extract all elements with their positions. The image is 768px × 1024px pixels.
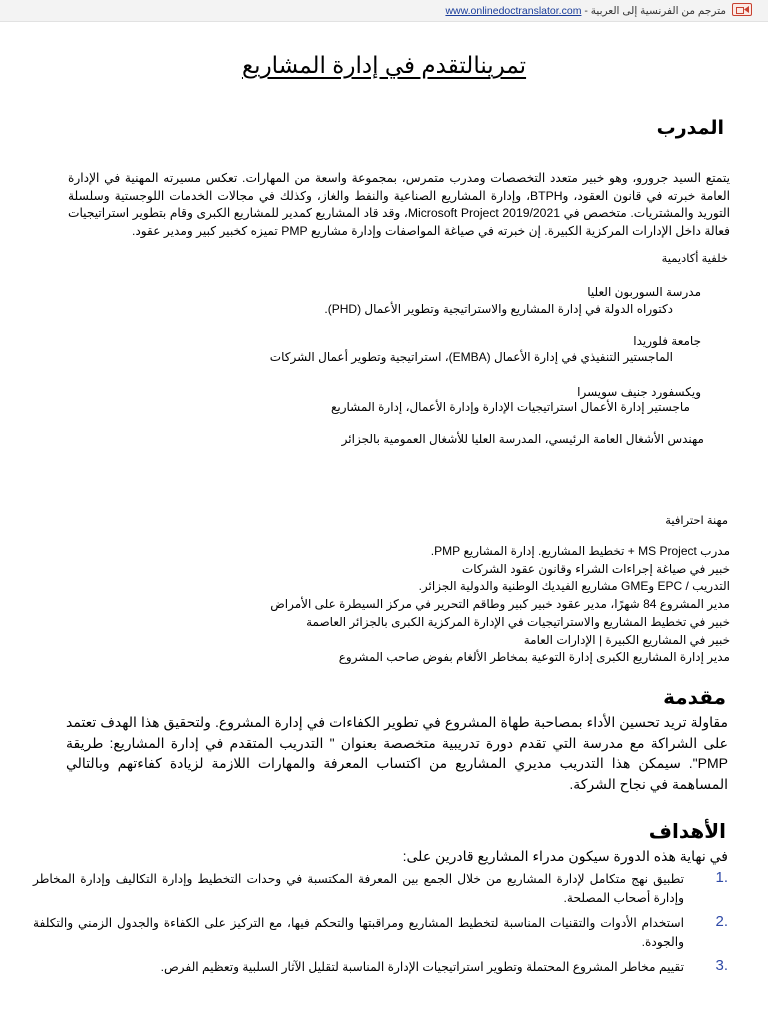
translator-bar [0, 0, 768, 22]
professional-heading: مهنة احترافية [665, 515, 728, 527]
edu-degree-4: مهندس الأشغال العامة الرئيسي، المدرسة العليا للأشغال العمومية بالجزائر [341, 432, 704, 446]
career-list [270, 543, 730, 667]
document-title: تمرينالتقدم في إدارة المشاريع [241, 52, 527, 78]
trainer-bio: يتمتع السيد جرورو، وهو خبير متعدد التخصصات ومدرب متمرس، بمجموعة واسعة من المهارات. تعكس مسيرته المهنية في الإدارة العامة خبرته في قانون العقود، وBTPH، وإدارة المشاريع الصناعية والنفط والغاز، وكذلك في مجالات الخدمات اللوجستية وسلسلة التوريد والمشتريات. متخصص في Microsoft Project 2019/2021، وقد قاد المشاريع كمدير للمشاريع الكبرى وقام بتطوير استراتيجيات فعالة داخل الإدارات المركزية الكبيرة. إن خبرته في صياغة المواصفات وإدارة مشاريع PMP تميزه كخبير كبير ومدير عقود. [68, 171, 730, 238]
edu-school-2: جامعة فلوريدا [633, 334, 701, 348]
career-item: مدرب MS Project + تخطيط المشاريع. إدارة المشاريع PMP. [430, 544, 730, 558]
objective-number: 2. [715, 913, 728, 930]
career-item: مدير المشروع 84 شهرًا، مدير عقود خبير كبير وطاقم التحرير في مركز السيطرة على الأمراض [270, 597, 730, 612]
objective-number: 1. [715, 869, 728, 886]
edu-degree-3: ماجستير إدارة الأعمال استراتيجيات الإدارة وإدارة الأعمال، إدارة المشاريع [331, 400, 690, 414]
edu-degree-2: الماجستير التنفيذي في إدارة الأعمال (EMBA)، استراتيجية وتطوير أعمال الشركات [269, 350, 673, 364]
edu-school-3: ويكسفورد جنيف سويسرا [577, 385, 701, 399]
objective-item [33, 958, 728, 977]
objective-text: تطبيق نهج متكامل لإدارة المشاريع من خلال الجمع بين المعرفة المكتسبة في وحدات التخطيط وإدارة التكاليف وإدارة المخاطر وإدارة أصحاب المصلحة. [33, 872, 684, 905]
objectives-heading: الأهداف [648, 821, 726, 843]
objective-text: استخدام الأدوات والتقنيات المناسبة لتخطيط المشاريع ومراقبتها والتحكم فيها، مع التركيز على الكفاءة والجدول الزمني والتكلفة والجودة. [33, 916, 684, 949]
edu-degree-1: دكتوراه الدولة في إدارة المشاريع والاستراتيجية وتطوير الأعمال (PHD). [324, 302, 673, 316]
academic-heading: خلفية أكاديمية [661, 253, 728, 265]
intro-heading: مقدمة [663, 687, 726, 709]
translator-credit [445, 5, 726, 17]
objectives-lead: في نهاية هذه الدورة سيكون مدراء المشاريع قادرين على: [402, 848, 728, 864]
objective-text: تقييم مخاطر المشروع المحتملة وتطوير استراتيجيات الإدارة المناسبة لتقليل الآثار السلبية وتعظيم الفرص. [160, 960, 684, 974]
objective-number: 3. [715, 957, 728, 974]
objective-item [33, 870, 728, 908]
career-item: خبير في المشاريع الكبيرة | الإدارات العامة [523, 632, 730, 647]
edu-school-1: مدرسة السوربون العليا [587, 285, 701, 299]
credit-text: مترجم من الفرنسية إلى العربية - [584, 5, 726, 17]
objective-item [33, 914, 728, 952]
career-item: مدير إدارة المشاريع الكبرى إدارة التوعية بمخاطر الألغام بفوض صاحب المشروع [338, 650, 730, 665]
intro-text: مقاولة تريد تحسين الأداء بمصاحبة طهاة المشروع في تطوير الكفاءات في إدارة المشروع. ولتحقيق هذا الهدف تعتمد على الشراكة مع مدرسة التي تقدم دورة تدريبية متخصصة بعنوان " التدريب المتقدم في إدارة المشاريع: طريقة PMP". سيمكن هذا التدريب مديري المشاريع من اكتساب المعرفة والمهارات اللازمة لزيادة كفاءتهم وبالتالي المساهمة في نجاح الشركة. [66, 714, 728, 792]
trainer-heading: المدرب [656, 118, 724, 139]
career-item: التدريب / EPC وGME مشاريع الفيديك الوطنية والدولية الجزائر. [418, 579, 730, 594]
career-item: خبير في صياغة إجراءات الشراء وقانون عقود الشركات [461, 561, 730, 576]
objectives-list [33, 870, 728, 983]
translator-link[interactable]: www.onlinedoctranslator.com [445, 5, 582, 17]
translator-logo-icon [732, 3, 752, 16]
career-item: خبير في تخطيط المشاريع والاستراتيجيات في الإدارة المركزية الكبرى بالجزائر العاصمة [306, 614, 730, 629]
